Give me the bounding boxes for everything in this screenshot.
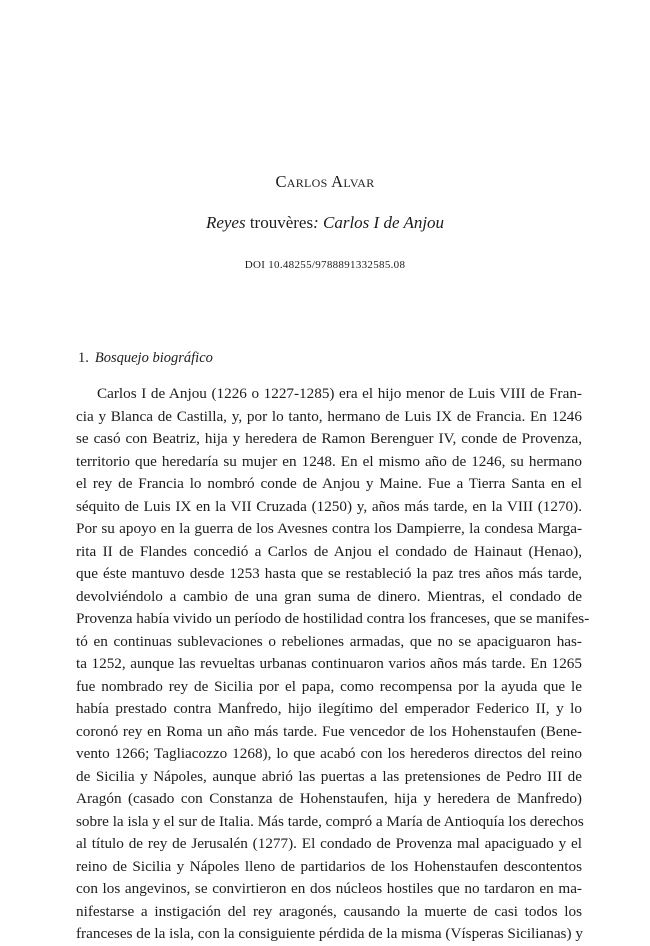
paragraph-line: rita II de Flandes concedió a Carlos de Anjou el condado de Hainaut (Henao), — [76, 542, 582, 560]
paragraph-line: territorio que heredaría su mujer en 1248. En el mismo año de 1246, su hermano — [76, 452, 582, 470]
paragraph-line: coronó rey en Roma un año más tarde. Fue vencedor de los Hohenstaufen (Bene- — [76, 722, 582, 740]
paragraph-line: había prestado contra Manfredo, hijo ilegítimo del emperador Federico II, y lo — [76, 700, 582, 717]
paragraph-line: reino de Sicilia y Nápoles lleno de partidarios de los Hohenstaufen descontentos — [76, 857, 582, 875]
section-title: Bosquejo biográfico — [94, 350, 213, 366]
title-reyes: Reyes — [205, 213, 246, 232]
paragraph-line: de Sicilia y Nápoles, aunque abrió las puertas a las pretensiones de Pedro III de — [76, 767, 582, 785]
paragraph-line: nifestarse a instigación del rey aragonés, causando la muerte de casi todos los — [76, 902, 582, 920]
paragraph-line: Por su apoyo en la guerra de los Avesnes contra los Dampierre, la condesa Marga- — [76, 520, 582, 537]
paragraph-line: fue nombrado rey de Sicilia por el papa, como recompensa por la ayuda que le — [76, 677, 582, 695]
paragraph-line: sobre la isla y el sur de Italia. Más tarde, compró a María de Antioquía los derechos — [76, 812, 584, 830]
paragraph-line: vento 1266; Tagliacozzo 1268), lo que acabó con los herederos directos del reino — [76, 745, 582, 762]
paragraph-line: al título de rey de Jerusalén (1277). El condado de Provenza mal apaciguado y el — [76, 835, 582, 852]
title-trouveres: trouvères — [245, 213, 314, 232]
paragraph-line: Aragón (casado con Constanza de Hohenstaufen, hija y heredera de Manfredo) — [76, 790, 582, 807]
paragraph-line: el rey de Francia lo nombró conde de Anjou y Maine. Fue a Tierra Santa en el — [76, 475, 582, 492]
paragraph-line: se casó con Beatriz, hija y heredera de Ramon Berenguer IV, conde de Provenza, — [76, 430, 582, 447]
title-carlos: : Carlos I de Anjou — [313, 213, 445, 232]
paragraph-line: séquito de Luis IX en la VII Cruzada (1250) y, años más tarde, en la VIII (1270). — [76, 497, 582, 515]
paragraph-line: Carlos I de Anjou (1226 o 1227-1285) era el hijo menor de Luis VIII de Fran- — [97, 385, 582, 402]
paragraph-line: Provenza había vivido un período de hostilidad contra los franceses, que se manifes- — [76, 610, 590, 627]
paragraph-line: que éste mantuvo desde 1253 hasta que se restableció la paz tres años más tarde, — [76, 565, 582, 582]
paragraph-line: devolviéndolo a cambio de una gran suma de dinero. Mientras, el condado de — [76, 587, 582, 605]
author-name: Carlos Alvar — [275, 172, 375, 191]
section-heading — [78, 350, 213, 367]
paragraph-line: con los angevinos, se convirtieron en dos núcleos hostiles que no tardaron en ma- — [76, 880, 582, 897]
body-paragraph — [76, 383, 590, 946]
paragraph-line: franceses de la isla, con la consiguiente pérdida de la misma (Vísperas Sicilianas) y — [76, 925, 583, 942]
article-title — [0, 213, 650, 233]
paragraph-line: ta 1252, aunque las revueltas urbanas continuaron varios años más tarde. En 1265 — [76, 655, 582, 672]
doi-line: DOI 10.48255/9788891332585.08 — [244, 259, 406, 271]
paragraph-line: tó en continuas sublevaciones o rebeliones armadas, que no se apaciguaron has- — [76, 632, 582, 650]
section-number: 1. — [78, 350, 89, 366]
paragraph-line: cia y Blanca de Castilla, y, por lo tanto, hermano de Luis IX de Francia. En 1246 — [76, 407, 582, 425]
